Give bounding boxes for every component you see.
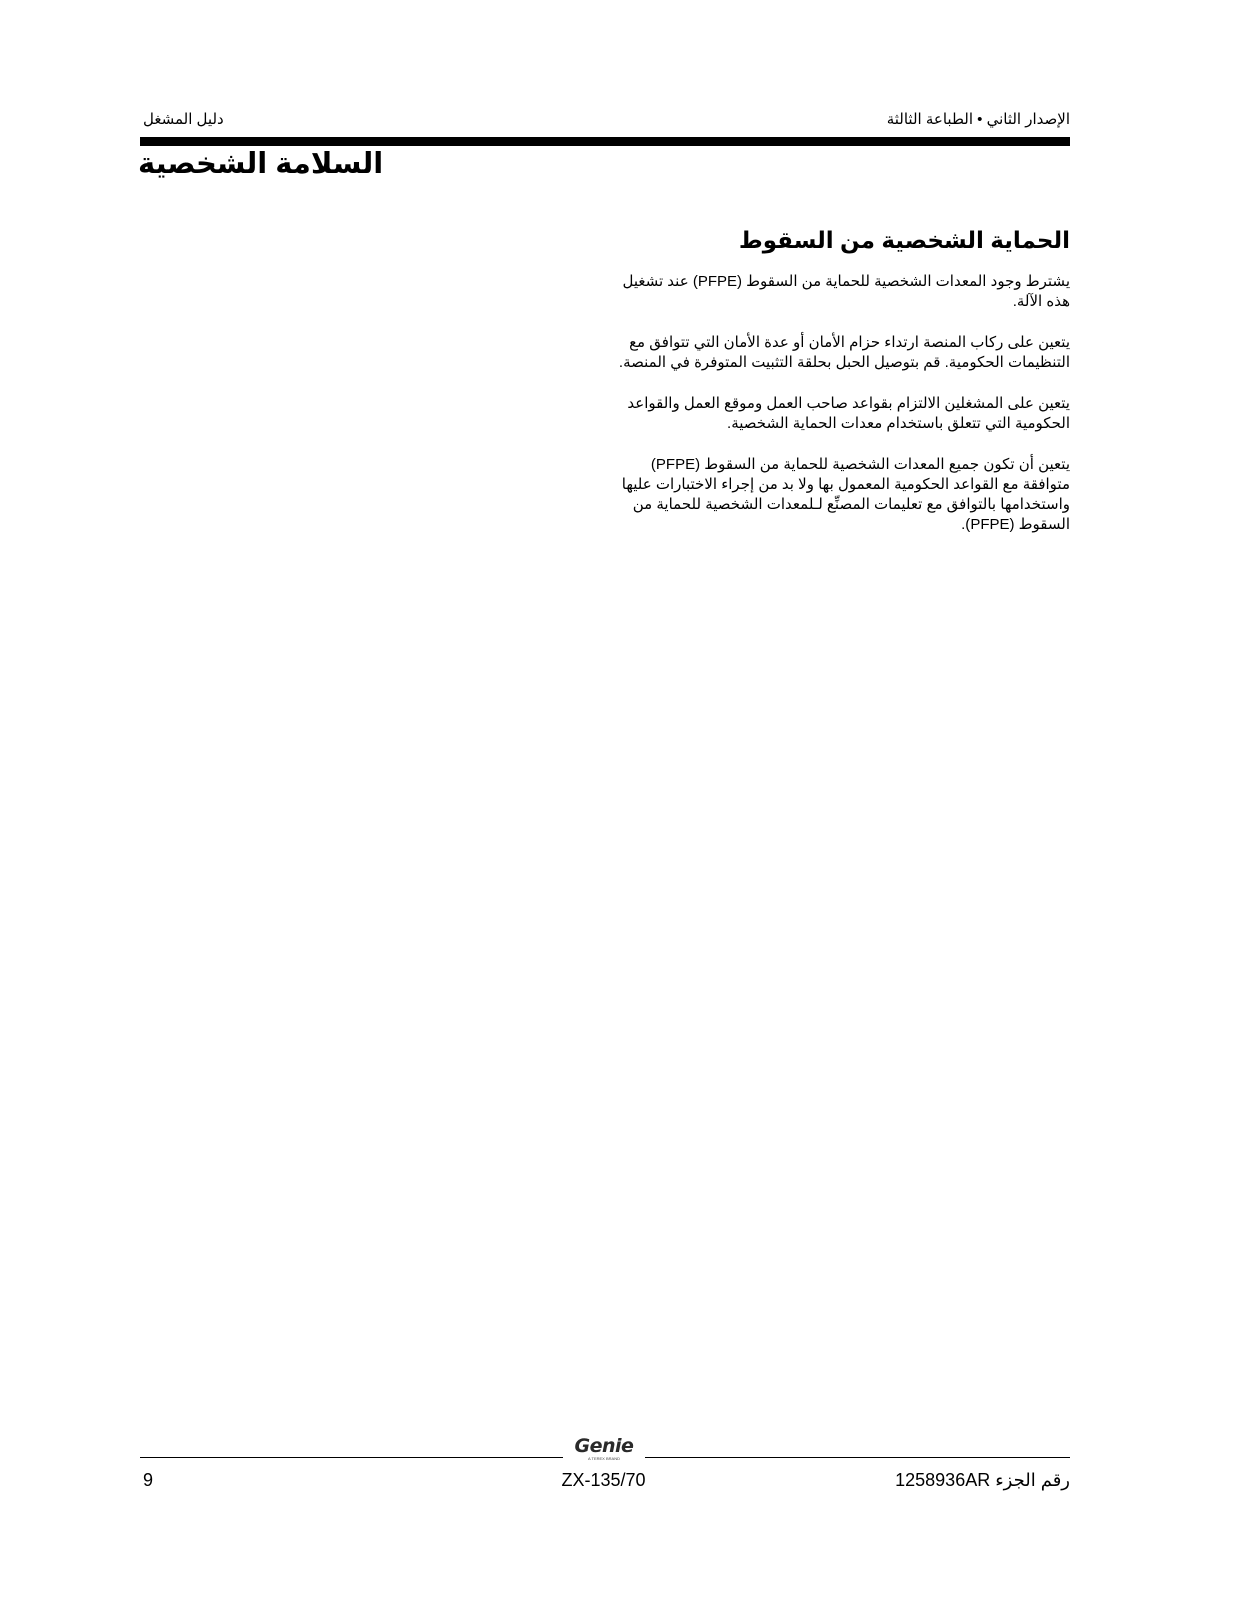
paragraph: يتعين على المشغلين الالتزام بقواعد صاحب العمل وموقع العمل والقواعد الحكومية التي تتعلق باستخدام معدات الحماية الشخصية. <box>627 394 1070 432</box>
part-number: رقم الجزء 1258936AR <box>895 1470 1070 1490</box>
chapter-title: السلامة الشخصية <box>138 148 384 180</box>
section-heading: الحماية الشخصية من السقوط <box>738 227 1070 253</box>
page-number: 9 <box>143 1470 154 1490</box>
paragraph: يتعين على ركاب المنصة ارتداء حزام الأمان أو عدة الأمان التي تتوافق مع التنظيمات الحكومية. قم بتوصيل الحبل بحلقة التثبيت المتوفرة في المنصة. <box>618 333 1070 371</box>
paragraph: يشترط وجود المعدات الشخصية للحماية من السقوط (PFPE) عند تشغيل هذه الآلة. <box>622 272 1070 310</box>
model-number: ZX-135/70 <box>561 1470 646 1490</box>
header-edition: الإصدار الثاني • الطباعة الثالثة <box>886 111 1070 128</box>
logo-wordmark: Genie <box>574 1435 634 1457</box>
header-rule <box>140 137 1070 146</box>
paragraph: يتعين أن تكون جميع المعدات الشخصية للحماية من السقوط (PFPE) متوافقة مع القواعد الحكومية المعمول بها ولا بد من إجراء الاختبارات عليها واستخدامها بالتوافق مع تعليمات المصنِّع لـلمعدات الشخصية للحماية من السقوط (PFPE). <box>621 455 1070 533</box>
logo-tagline: A TEREX BRAND <box>588 1456 620 1461</box>
genie-logo <box>563 1436 645 1466</box>
content-column <box>610 226 1070 556</box>
header-manual-title: دليل المشغل <box>143 111 224 128</box>
